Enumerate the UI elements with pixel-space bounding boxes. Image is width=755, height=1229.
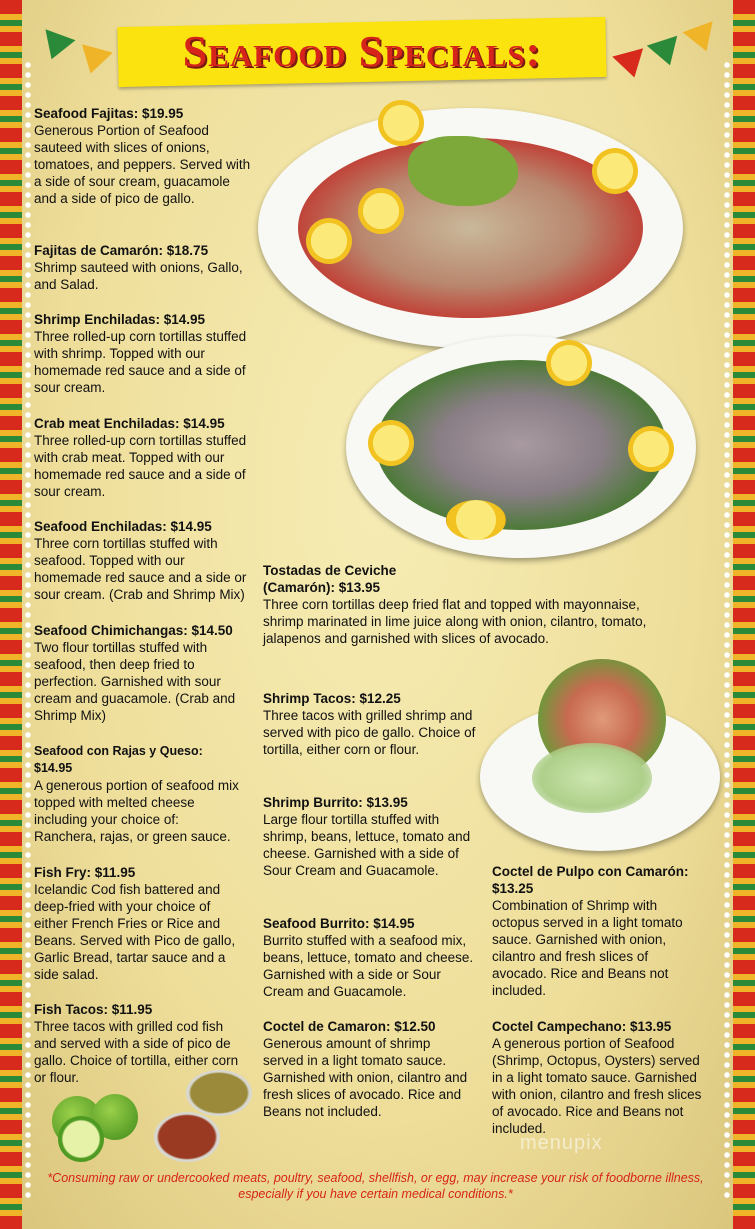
menu-item [263, 1018, 473, 1120]
item-description: Combination of Shrimp with octopus served in a light tomato sauce. Garnished with onion, cilantro and fresh slices of avocado. Rice and Beans not included. [492, 898, 683, 998]
item-description: Three rolled-up corn tortillas stuffed with crab meat. Topped with our homemade red sauce and a side of sour cream. [34, 433, 247, 499]
menu-item [34, 311, 249, 396]
item-description: Burrito stuffed with a seafood mix, beans, lettuce, tomato and cheese. Garnished with a side or Sour Cream and Guacamole. [263, 933, 474, 999]
menu-item [34, 518, 249, 603]
menu-item [263, 562, 723, 647]
item-description: Icelandic Cod fish battered and deep-fried with your choice of either French Fries or Rice and Beans. Served with Pico de gallo, Garlic Bread, tartar sauce and a side salad. [34, 882, 236, 982]
health-disclaimer: *Consuming raw or undercooked meats, poultry, seafood, shellfish, or egg, may increase your risk of foodborne illness, especially if you have certain medical conditions.* [47, 1171, 704, 1201]
menu-item [263, 794, 473, 879]
item-description: Three corn tortillas stuffed with seafood. Topped with our homemade red sauce and a side or sour cream. (Crab and Shrimp Mix) [34, 536, 247, 602]
item-name: Tostadas de Ceviche (Camarón): $13.95 [263, 563, 397, 595]
item-name: Coctel de Pulpo con Camarón: $13.25 [492, 864, 689, 896]
menu-item [34, 743, 244, 845]
lime-slice-icon [58, 1116, 104, 1162]
item-description: Three tacos with grilled shrimp and served with pico de gallo. Choice of tortilla, either corn or flour. [263, 708, 476, 757]
item-name: Seafood con Rajas y Queso: $14.95 [34, 744, 203, 775]
item-description: Two flour tortillas stuffed with seafood, then deep fried to perfection. Garnished with sour cream and guacamole. (Crab and Shrimp Mix) [34, 640, 236, 723]
menu-item [34, 622, 244, 724]
item-name: Fish Tacos: $11.95 [34, 1002, 153, 1017]
item-name: Seafood Burrito: $14.95 [263, 916, 415, 931]
item-description: Shrimp sauteed with onions, Gallo, and Salad. [34, 260, 243, 292]
item-description: Generous amount of shrimp served in a light tomato sauce. Garnished with onion, cilantro and fresh slices of avocado. Rice and Beans not included. [263, 1036, 468, 1119]
item-name: Seafood Fajitas: $19.95 [34, 106, 184, 121]
menu-item [263, 690, 478, 758]
coctel-glass-photo [480, 703, 720, 851]
menu-item [263, 915, 478, 1000]
page-title: Seafood Specials: [182, 27, 542, 76]
menu-item [492, 1018, 702, 1137]
salsa-bowl-icon [186, 1070, 252, 1116]
item-description: A generous portion of seafood mix topped with melted cheese including your choice of: Ranchera, rajas, or green sauce. [34, 778, 239, 844]
item-name: Crab meat Enchiladas: $14.95 [34, 416, 225, 431]
menu-item [34, 105, 254, 207]
item-description: Three rolled-up corn tortillas stuffed with shrimp. Topped with our homemade red sauce and a side of sour cream. [34, 329, 247, 395]
item-name: Shrimp Burrito: $13.95 [263, 795, 408, 810]
menu-item [34, 864, 244, 983]
ceviche-plate-photo [258, 108, 683, 348]
item-name: Fajitas de Camarón: $18.75 [34, 243, 209, 258]
menu-item [492, 863, 702, 999]
item-description: Generous Portion of Seafood sauteed with slices of onions, tomatoes, and peppers. Served with a side of sour cream, guacamole and a side of pico de gallo. [34, 123, 251, 206]
item-description: Large flour tortilla stuffed with shrimp, beans, lettuce, tomato and cheese. Garnished with a side of Sour Cream and Guacamole. [263, 812, 471, 878]
item-name: Shrimp Enchiladas: $14.95 [34, 312, 206, 327]
menu-item [34, 242, 254, 293]
item-description: A generous portion of Seafood (Shrimp, Octopus, Oysters) served in a light tomato sauce. Garnished with onion, cilantro and fresh slices of avocado. Rice and Beans not included. [492, 1036, 702, 1136]
menu-item [34, 415, 249, 500]
watermark: menupix [520, 1132, 603, 1154]
item-name: Seafood Chimichangas: $14.50 [34, 623, 233, 638]
item-name: Coctel Campechano: $13.95 [492, 1019, 672, 1034]
item-name: Seafood Enchiladas: $14.95 [34, 519, 212, 534]
right-decorative-border [733, 0, 755, 1229]
item-description: Three corn tortillas deep fried flat and topped with mayonnaise, shrimp marinated in lime juice along with onion, cilantro, tomato, jalapenos and garnished with slices of avocado. [263, 597, 647, 646]
item-name: Fish Fry: $11.95 [34, 865, 136, 880]
item-description: Three tacos with grilled cod fish and served with a side of pico de gallo. Choice of tortilla, either corn or flour. [34, 1019, 239, 1085]
salsa-bowl-icon [154, 1112, 220, 1162]
tostada-ceviche-photo [346, 336, 696, 558]
item-name: Shrimp Tacos: $12.25 [263, 691, 401, 706]
left-dot-trim [24, 60, 32, 1200]
right-dot-trim [723, 60, 731, 1200]
left-decorative-border [0, 0, 22, 1229]
item-name: Coctel de Camaron: $12.50 [263, 1019, 436, 1034]
